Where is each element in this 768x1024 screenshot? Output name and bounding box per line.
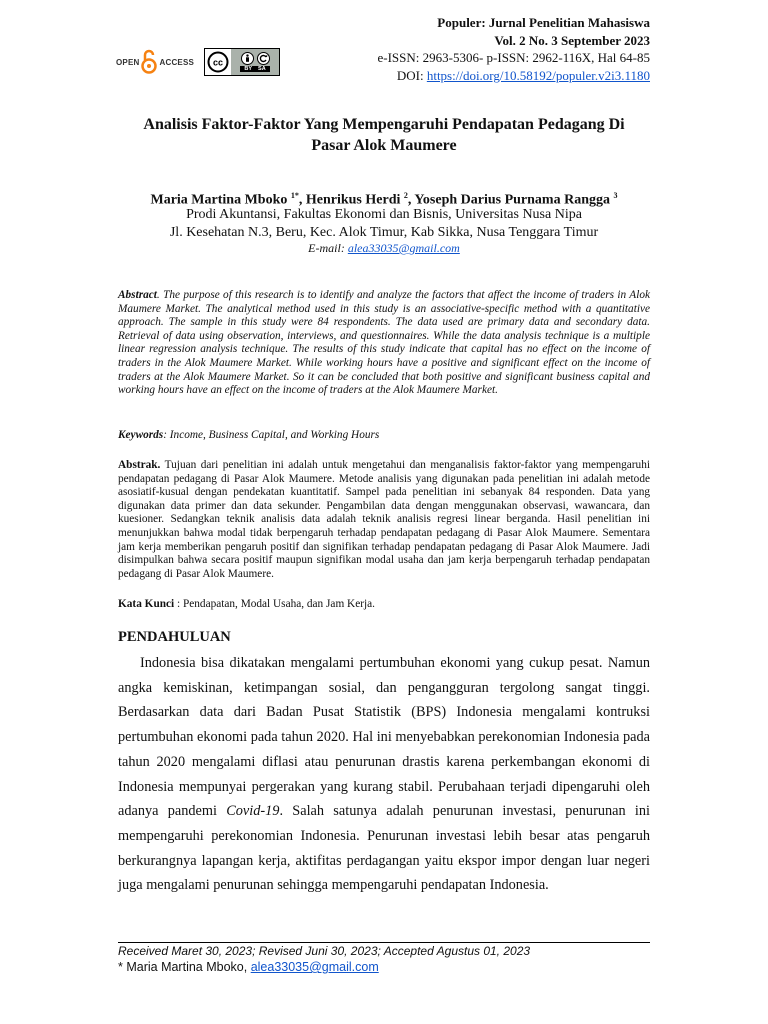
logos [116,45,280,79]
author-2: , Henrikus Herdi [298,192,404,208]
corr-author-name: * Maria Martina Mboko, [118,960,251,974]
corresponding-author [118,960,379,974]
abstrak-label: Abstrak. [118,459,161,471]
body-text-1: Indonesia bisa dikatakan mengalami pertumbuhan ekonomi yang cukup pesat. Namun angka kemiskinan, ketimpangan sosial, dan pengangguran tergolong sangat tinggi. Berdasarkan data dari Badan Pusat Statistik (BPS) Indonesia mengalami kontruksi pertumbuhan ekonomi pada tahun 2020. Hal ini menyebabkan perekonomian Indonesia pada tahun 2020 mengalami diflasi atau penurunan drastis karena perkembangan ekonomi di Indonesia mempunyai pergerakan yang kurang stabil. Perubahaan terjadi dipengaruhi oleh adanya pandemi [118,655,650,820]
author-1: Maria Martina Mboko [150,192,291,208]
cc-license-badge[interactable] [204,48,280,76]
keywords-en-text: : Income, Business Capital, and Working Hours [163,429,380,441]
abstract-en-text: . The purpose of this research is to identify and analyze the factors that affect the income of traders in Alok Maumere Market. The analytical method used in this study is an associative-specific method with a quantitative approach. The sample in this study were 84 respondents. The data used are primary data and secondary data. Retrieval of data using observation, interviews, and questionnaires. While the data analysis technique is a multiple linear regression analysis technique. The results of this study indicate that capital has no effect on the income of traders in the Alok Maumere Market. While working hours have a positive and significant effect on the income of traders at the Alok Maumere Market. So it can be concluded that both positive and significant business capital and working hours have an effect on the income of traders at the Alok Maumere Market. [118,289,650,397]
received-dates: Received Maret 30, 2023; Revised Juni 30, 2023; Accepted Agustus 01, 2023 [118,944,531,958]
kata-kunci-text: : Pendapatan, Modal Usaha, dan Jam Kerja. [174,598,375,610]
journal-volume: Vol. 2 No. 3 September 2023 [494,32,650,48]
journal-issn: e-ISSN: 2963-5306- p-ISSN: 2962-116X, Hal 64-85 [377,50,650,65]
share-alike-icon [257,52,270,65]
journal-doi [378,67,651,85]
attribution-icon [241,52,254,65]
body-paragraph [118,651,650,898]
abstrak-text: Tujuan dari penelitian ini adalah untuk mengetahui dan menganalisis faktor-faktor yang mempengaruhi pendapatan pedagang di Pasar Alok Maumere. Metode analisis yang digunakan pada penelitian ini adalah metode asosiatif-kusual dengan pendekatan kuantitatif. Sampel pada penelitian ini sebanyak 84 responden. Data yang digunakan data primer dan data sekunder. Pengambilan data dengan menggunakan observasi, wawancara, dan kuesioner. Sedangkan teknik analisis data adalah teknik analisis regresi linear berganda. Hasil penelitian ini menunjukkan bahwa modal tidak berpengaruh terhadap pendapatan pedagang di Pasar Alok Maumere. Sementara jam kerja memberikan pengaruh positif dan signifikan terhadap pendapatan pedagang di Pasar Alok Maumere. Jadi disimpulkan bahwa secara positif maupun signifikan modal usaha dan jam kerja berpengaruh terhadap pendapatan pedagang di Pasar Alok Maumere. [118,459,650,580]
open-access-logo [116,49,194,75]
keywords-en-label: Keywords [118,429,164,441]
email-label: E-mail: [308,241,348,255]
footnote-divider [118,942,650,943]
cc-icon [207,51,229,73]
body-text-2: . Salah satunya adalah penurunan investasi, penurunan ini mempengaruhi perekonomian Indonesia. Penurunan investasi lebih besar atas pengaruh berkurangnya lapangan kerja, aktifitas perdagangan yaitu ekspor impor dengan luar negeri juga mengalami penurunan sehingga mempengaruhi pendapatan Indonesia. [118,803,650,894]
corr-email-link[interactable]: alea33035@gmail.com [250,960,379,974]
abstract-indonesian [118,459,650,581]
author-3: , Yoseph Darius Purnama Rangga [407,192,614,208]
journal-header [378,14,651,84]
kata-kunci-label: Kata Kunci [118,598,175,610]
cc-by-label: BY [244,66,253,72]
title-line-1: Analisis Faktor-Faktor Yang Mempengaruhi Pendapatan Pedagang Di [143,116,625,133]
author-1-sup: 1* [290,191,299,200]
section-heading: PENDAHULUAN [118,629,231,645]
author-email [118,241,650,256]
cc-mark-text: cc [213,57,224,68]
keywords-indonesian [118,598,650,610]
doi-label: DOI: [396,67,427,83]
open-lock-icon [141,49,157,75]
title-line-2: Pasar Alok Maumere [311,137,457,154]
doi-link[interactable]: https://doi.org/10.58192/populer.v2i3.1180 [426,67,650,83]
journal-name: Populer: Jurnal Penelitian Mahasiswa [437,15,650,30]
cc-sa-label: SA [258,66,266,72]
abstract-en-label: Abstract [118,289,157,301]
open-access-right-text: ACCESS [159,57,195,67]
author-2-sup: 2 [403,191,408,200]
open-access-left-text: OPEN [116,57,140,67]
affiliation-2: Jl. Kesehatan N.3, Beru, Kec. Alok Timur, Kab Sikka, Nusa Tenggara Timur [169,225,599,240]
email-link[interactable]: alea33035@gmail.com [347,241,460,255]
paper-title [118,114,650,156]
body-italic-term: Covid-19 [226,803,280,820]
affiliation-1: Prodi Akuntansi, Fakultas Ekonomi dan Bisnis, Universitas Nusa Nipa [186,207,582,222]
author-3-sup: 3 [613,191,618,200]
abstract-english [118,289,650,398]
keywords-english [118,429,650,441]
